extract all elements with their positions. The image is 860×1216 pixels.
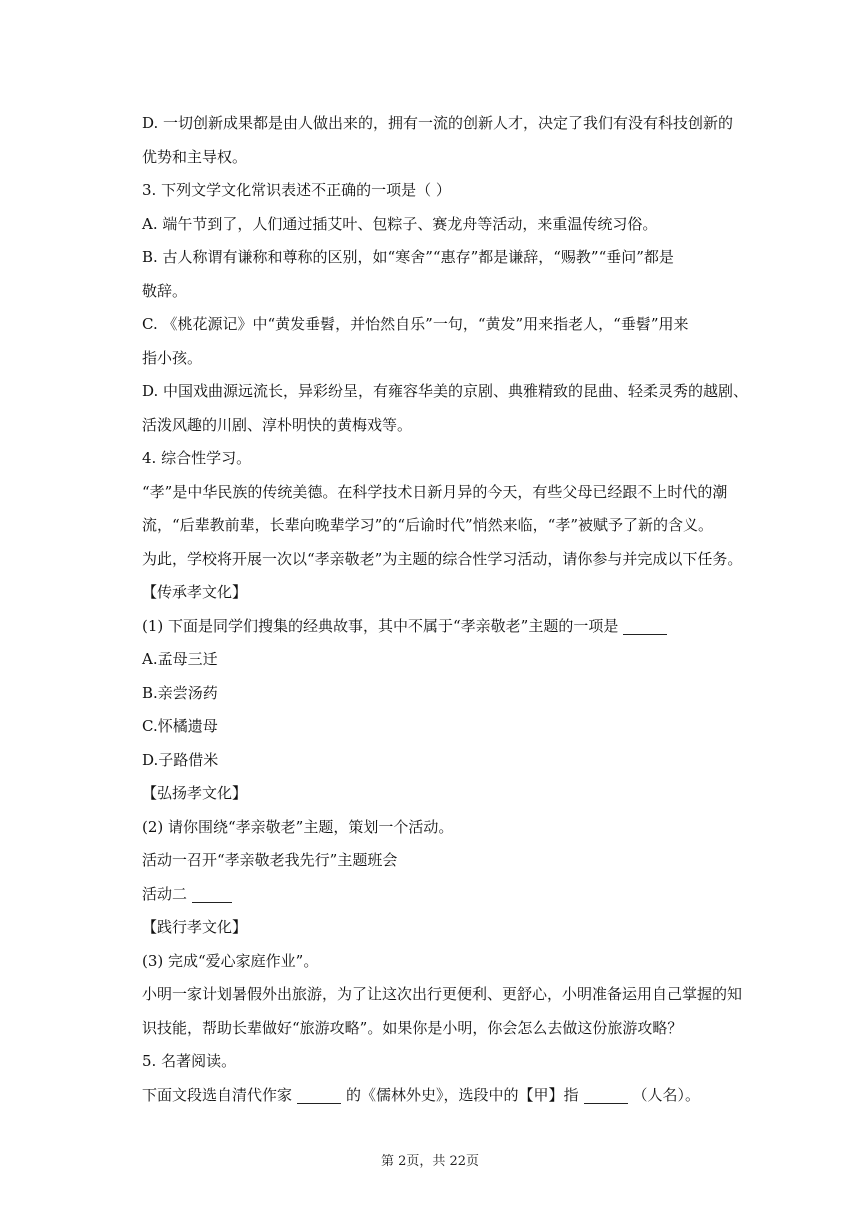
section-heading: 【弘扬孝文化】 <box>142 784 248 802</box>
page-number: 第 2页，共 22页 <box>380 1154 480 1169</box>
question-3-stem: 3. 下列文学文化常识表述不正确的一项是（ ） <box>142 181 451 199</box>
sub-question-3: (3) 完成“爱心家庭作业”。 <box>142 951 319 970</box>
activity-one: 活动一召开“孝亲敬老我先行”主题班会 <box>142 851 398 869</box>
paragraph-line: 流，“后辈教前辈，长辈向晚辈学习”的“后谕时代”悄然来临，“孝”被赋予了新的含义。 <box>142 516 714 534</box>
answer-blank[interactable] <box>584 1085 628 1104</box>
question-5-stem: 5. 名著阅读。 <box>142 1052 237 1070</box>
choice-b: B.亲尝汤药 <box>142 683 218 702</box>
activity-two: 活动二 <box>142 878 752 912</box>
paragraph-line: 识技能，帮助长辈做好“旅游攻略”。如果你是小明，你会怎么去做这份旅游攻略？ <box>142 1018 683 1037</box>
question-4-stem: 4. 综合性学习。 <box>142 449 252 467</box>
question-5-text: 下面文段选自清代作家 的《儒林外史》，选段中的【甲】指 （人名）。 <box>142 1085 701 1104</box>
choice-a: A.孟母三迁 <box>142 650 218 668</box>
text-line: 敬辞。 <box>142 281 188 300</box>
answer-blank[interactable] <box>623 616 667 635</box>
sub-question-1: (1) 下面是同学们搜集的经典故事，其中不属于“孝亲敬老”主题的一项是 <box>142 610 752 644</box>
text-line: 活泼风趣的川剧、淳朴明快的黄梅戏等。 <box>142 415 413 434</box>
text-line: D. 一切创新成果都是由人做出来的，拥有一流的创新人才，决定了我们有没有科技创新的 <box>142 114 734 132</box>
sub-question-2: (2) 请你围绕“孝亲敬老”主题，策划一个活动。 <box>142 817 454 836</box>
choice-c: C.怀橘遗母 <box>142 717 218 735</box>
option-c: C. 《桃花源记》中“黄发垂髫，并怡然自乐”一句，“黄发”用来指老人，“垂髫”用来 <box>142 315 689 333</box>
section-heading: 【传承孝文化】 <box>142 583 248 601</box>
paragraph-line: “孝”是中华民族的传统美德。在科学技术日新月异的今天，有些父母已经跟不上时代的潮 <box>142 482 728 501</box>
paragraph-line: 小明一家计划暑假外出旅游，为了让这次出行更便利、更舒心，小明准备运用自己掌握的知 <box>142 985 743 1003</box>
choice-d: D.子路借米 <box>142 750 219 769</box>
page-content <box>142 107 752 1112</box>
answer-blank[interactable] <box>297 1085 341 1104</box>
text-line: 指小孩。 <box>142 348 203 367</box>
text-line: 优势和主导权。 <box>142 147 248 166</box>
option-d: D. 中国戏曲源远流长，异彩纷呈，有雍容华美的京剧、典雅精致的昆曲、轻柔灵秀的越剧、 <box>142 382 749 400</box>
option-a: A. 端午节到了，人们通过插艾叶、包粽子、赛龙舟等活动，来重温传统习俗。 <box>142 214 658 233</box>
option-b: B. 古人称谓有谦称和尊称的区别，如“寒舍”“惠存”都是谦辞，“赐教”“垂问”都是 <box>142 248 674 266</box>
answer-blank[interactable] <box>192 884 232 903</box>
section-heading: 【践行孝文化】 <box>142 918 248 936</box>
paragraph-line: 为此，学校将开展一次以“孝亲敬老”为主题的综合性学习活动，请你参与并完成以下任务。 <box>142 549 743 568</box>
